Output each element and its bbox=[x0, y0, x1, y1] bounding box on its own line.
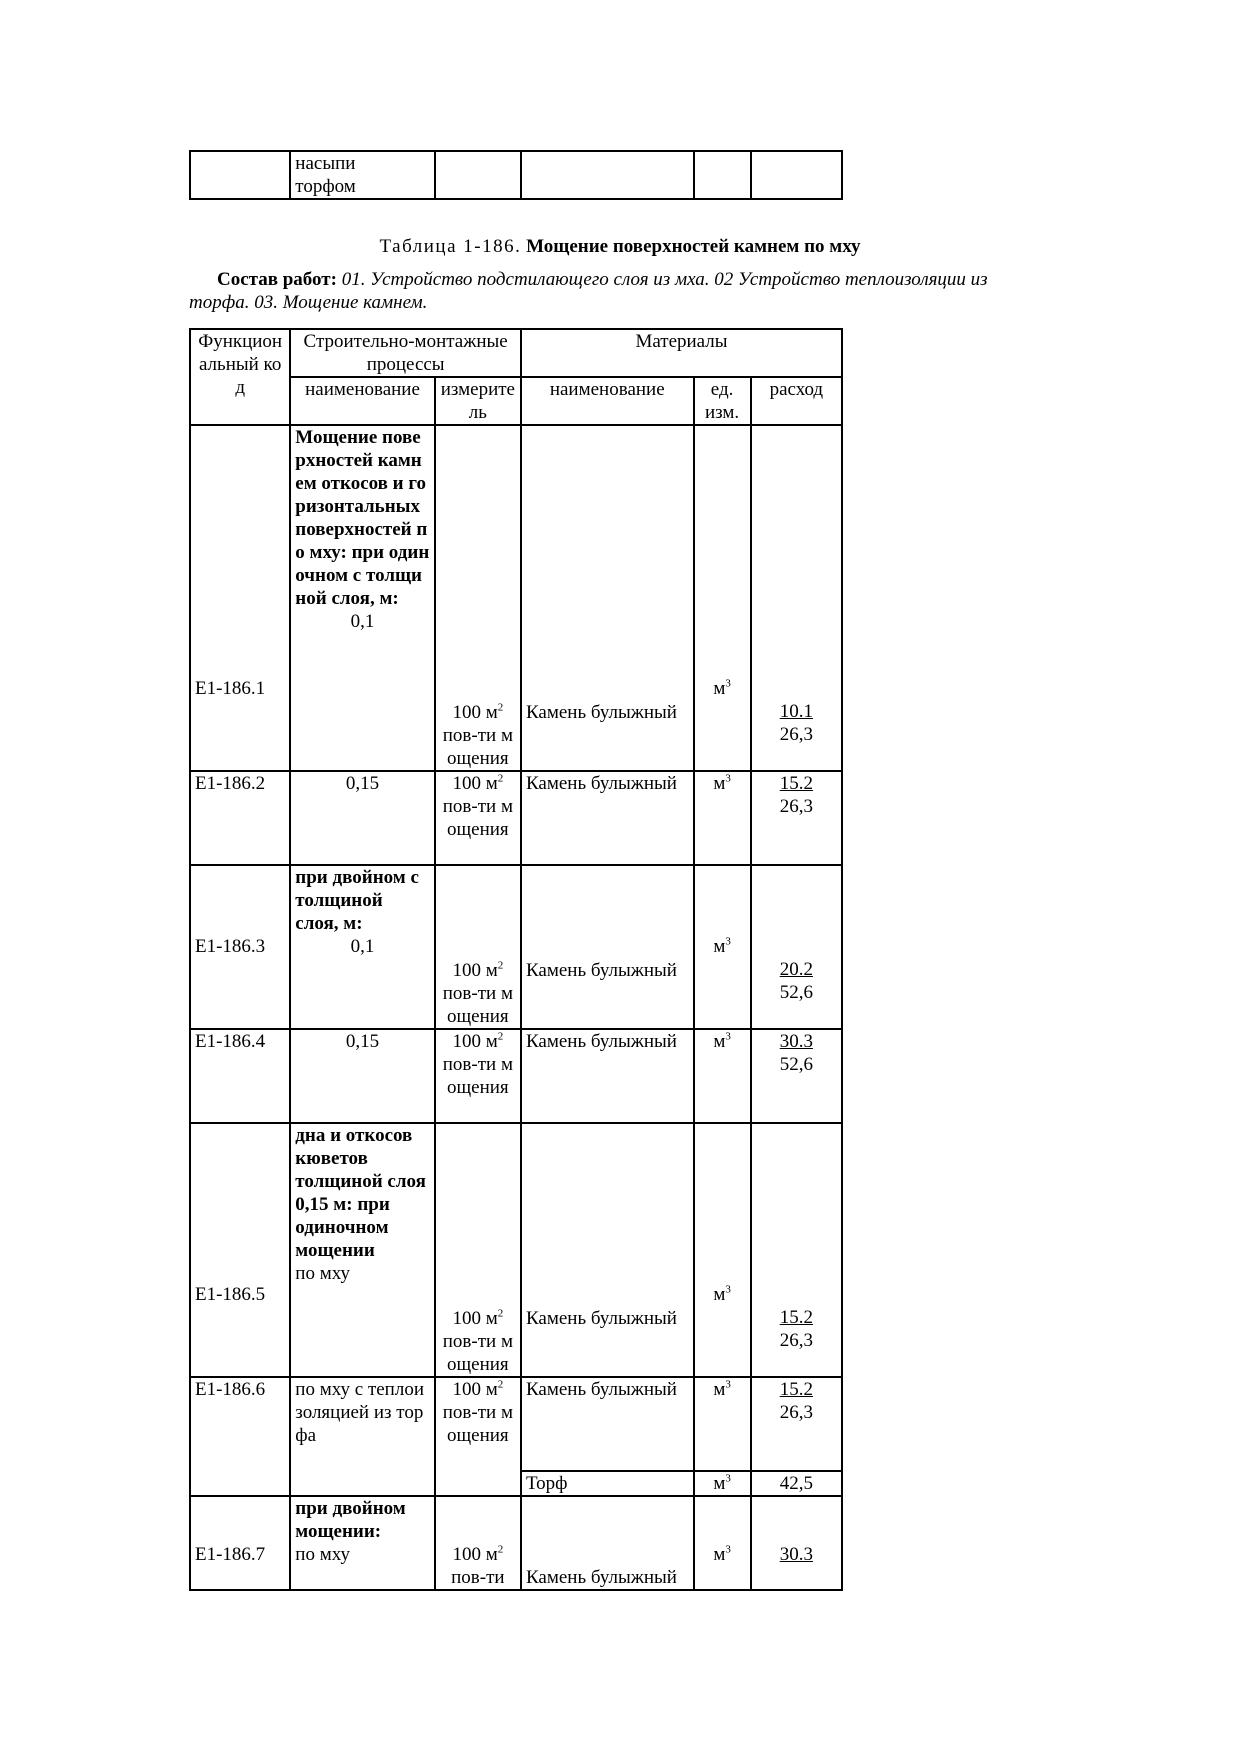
group-heading: Мощение поверхностей камнем откосов и горизонтальных поверхностей по мху: при одиночном с толщиной слоя, м: bbox=[295, 427, 430, 609]
row-rate bbox=[751, 865, 842, 1029]
prev-cell-line-1: насыпи bbox=[295, 153, 356, 174]
row-meter: 100 $м^2$ пов-ти мощения bbox=[435, 1377, 521, 1496]
row-name: по мху с теплоизоляцией из торфа bbox=[290, 1377, 434, 1496]
rate-denominator: 52,6 bbox=[779, 1054, 813, 1075]
row-unit: $м^3$ bbox=[694, 865, 751, 1029]
meter-value: 100 м bbox=[452, 1544, 498, 1565]
row-unit: $м^3$ bbox=[694, 1123, 751, 1377]
meter-value: 100 м bbox=[452, 1308, 498, 1329]
rate-numerator: 10.1 bbox=[779, 701, 813, 722]
row-name-cell bbox=[290, 425, 434, 771]
meter-unit: пов-ти мощения bbox=[442, 1402, 513, 1446]
meter-value: 100 м bbox=[452, 1031, 498, 1052]
row-meter: 100 $м^2$ пов-ти мощения bbox=[435, 865, 521, 1029]
row-material: Камень булыжный bbox=[521, 865, 694, 1029]
row-unit: $м^3$ bbox=[694, 1377, 751, 1471]
meter-unit: пов-ти мощения bbox=[442, 1331, 513, 1375]
prev-cell-material bbox=[521, 151, 694, 199]
row-meter: 100 $м^2$ пов-ти мощения bbox=[435, 1123, 521, 1377]
row-code: Е1-186.2 bbox=[190, 771, 290, 865]
main-table bbox=[189, 328, 843, 1591]
rate-numerator: 15.2 bbox=[779, 1379, 813, 1400]
row-name: по мху bbox=[295, 1544, 351, 1565]
meter-unit: пов-ти мощения bbox=[442, 796, 513, 840]
row-rate bbox=[751, 771, 842, 865]
row-unit: $м^3$ bbox=[694, 425, 751, 771]
rate-numerator: 20.2 bbox=[779, 959, 813, 980]
row-material: Камень булыжный bbox=[521, 425, 694, 771]
rate-denominator: 26,3 bbox=[779, 724, 813, 745]
row-name: 0,15 bbox=[290, 771, 434, 865]
table-row bbox=[190, 865, 842, 1029]
header-mat-rate: расход bbox=[751, 377, 842, 425]
prev-cell-unit bbox=[694, 151, 751, 199]
prev-cell-line-2: торфом bbox=[295, 176, 356, 197]
table-title-text: Мощение поверхностей камнем по мху bbox=[526, 236, 861, 257]
row-name: по мху bbox=[295, 1263, 351, 1284]
rate-denominator: 52,6 bbox=[779, 982, 813, 1003]
row-rate bbox=[751, 425, 842, 771]
table-row bbox=[190, 771, 842, 865]
header-code: Функциональный код bbox=[190, 329, 290, 425]
row-material: Камень булыжный bbox=[521, 1123, 694, 1377]
row-unit: $м^3$ bbox=[694, 771, 751, 865]
rate-numerator: 30.3 bbox=[779, 1031, 813, 1052]
prev-cell-code bbox=[190, 151, 290, 199]
row-material: Торф bbox=[521, 1471, 694, 1496]
header-proc-unit: измеритель bbox=[435, 377, 521, 425]
table-row bbox=[190, 425, 842, 771]
prev-cell-rate bbox=[751, 151, 842, 199]
previous-table-fragment bbox=[189, 150, 843, 200]
rate-denominator: 26,3 bbox=[779, 796, 813, 817]
group-heading: при двойном мощении: bbox=[295, 1498, 406, 1542]
rate-denominator: 26,3 bbox=[779, 1330, 813, 1351]
rate-numerator: 15.2 bbox=[779, 773, 813, 794]
row-code: Е1-186.4 bbox=[190, 1029, 290, 1123]
header-processes: Строительно-монтажные процессы bbox=[290, 329, 521, 377]
row-code: Е1-186.3 bbox=[190, 865, 290, 1029]
meter-unit: пов-ти bbox=[451, 1567, 505, 1588]
row-material: Камень булыжный bbox=[521, 1496, 694, 1590]
prev-cell-name bbox=[290, 151, 434, 199]
row-code bbox=[190, 1496, 290, 1590]
meter-unit: пов-ти мощения bbox=[442, 725, 513, 769]
table-row bbox=[190, 1029, 842, 1123]
row-meter: 100 $м^2$ пов-ти мощения bbox=[435, 771, 521, 865]
row-material: Камень булыжный bbox=[521, 1029, 694, 1123]
rate-numerator: 30.3 bbox=[779, 1544, 813, 1565]
rate-numerator: 15.2 bbox=[779, 1307, 813, 1328]
meter-value: 100 м bbox=[452, 702, 498, 723]
header-row-1 bbox=[190, 329, 842, 377]
row-rate bbox=[751, 1377, 842, 1471]
row-code: Е1-186.6 bbox=[190, 1377, 290, 1496]
unit-text: м bbox=[713, 1473, 726, 1494]
row-code-text: Е1-186.7 bbox=[195, 1544, 266, 1565]
unit-text: м bbox=[713, 1031, 726, 1052]
unit-text: м bbox=[713, 1379, 726, 1400]
meter-value: 100 м bbox=[452, 960, 498, 981]
unit-text: м bbox=[713, 678, 726, 699]
group-heading: при двойном с толщиной слоя, м: bbox=[295, 867, 419, 934]
row-code: Е1-186.1 bbox=[190, 425, 290, 771]
row-unit: $м^3$ bbox=[694, 1029, 751, 1123]
row-meter: 100 $м^2$ пов-ти мощения bbox=[435, 425, 521, 771]
row-meter: 100 $м^2$ пов-ти bbox=[435, 1496, 521, 1590]
row-name-cell bbox=[290, 1496, 434, 1590]
meter-unit: пов-ти мощения bbox=[442, 1054, 513, 1098]
unit-text: м bbox=[713, 936, 726, 957]
header-mat-unit: ед. изм. bbox=[694, 377, 751, 425]
row-code: Е1-186.5 bbox=[190, 1123, 290, 1377]
row-name: 0,1 bbox=[350, 611, 375, 632]
row-rate bbox=[751, 1123, 842, 1377]
table-title-label: Таблица 1-186. bbox=[379, 236, 522, 257]
row-unit: $м^3$ bbox=[694, 1496, 751, 1590]
meter-value: 100 м bbox=[452, 1379, 498, 1400]
row-rate: 42,5 bbox=[751, 1471, 842, 1496]
meter-value: 100 м bbox=[452, 773, 498, 794]
row-meter: 100 $м^2$ пов-ти мощения bbox=[435, 1029, 521, 1123]
unit-text: м bbox=[713, 773, 726, 794]
row-rate bbox=[751, 1029, 842, 1123]
work-composition-label: Состав работ: bbox=[217, 269, 337, 290]
table-row bbox=[190, 1377, 842, 1471]
rate-denominator: 26,3 bbox=[779, 1402, 813, 1423]
work-composition bbox=[189, 268, 1051, 314]
group-heading: дна и откосов кюветов толщиной слоя 0,15 м: при одиночном мощении bbox=[295, 1125, 426, 1261]
header-proc-name: наименование bbox=[290, 377, 434, 425]
row-material: Камень булыжный bbox=[521, 771, 694, 865]
table-title bbox=[0, 235, 1240, 258]
table-row bbox=[190, 1123, 842, 1377]
unit-text: м bbox=[713, 1544, 726, 1565]
row-material: Камень булыжный bbox=[521, 1377, 694, 1471]
work-composition-text: 01. Устройство подстилающего слоя из мха. 02 Устройство теплоизоляции из торфа. 03. Мощение камнем. bbox=[189, 269, 988, 313]
prev-cell-meter bbox=[435, 151, 521, 199]
meter-unit: пов-ти мощения bbox=[442, 983, 513, 1027]
row-name-cell bbox=[290, 1123, 434, 1377]
header-mat-name: наименование bbox=[521, 377, 694, 425]
row-rate bbox=[751, 1496, 842, 1590]
row-unit: $м^3$ bbox=[694, 1471, 751, 1496]
row-name: 0,1 bbox=[350, 936, 375, 957]
header-materials: Материалы bbox=[521, 329, 842, 377]
row-name: 0,15 bbox=[290, 1029, 434, 1123]
unit-text: м bbox=[713, 1284, 726, 1305]
table-row bbox=[190, 1496, 842, 1590]
row-name-cell bbox=[290, 865, 434, 1029]
